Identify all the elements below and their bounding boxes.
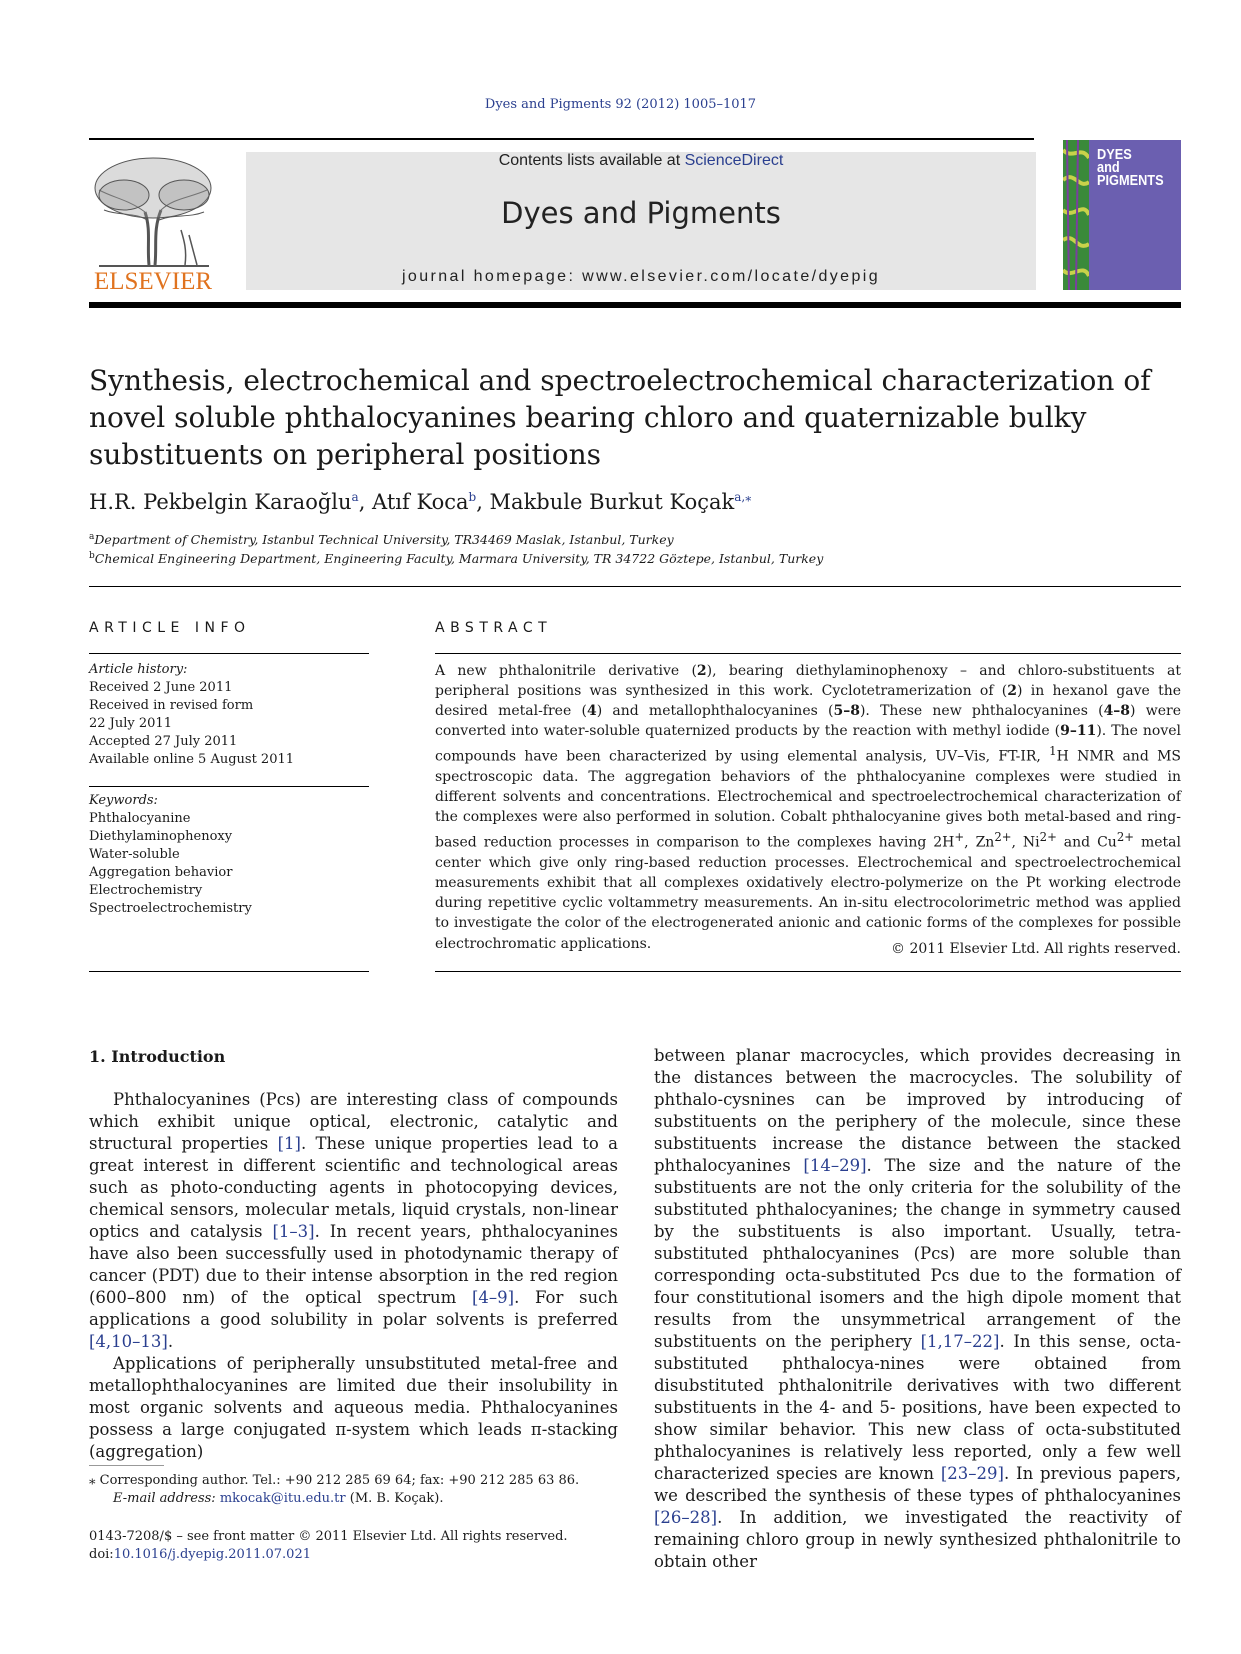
text-run: ), bearing diethylaminophenoxy – and chloro-substituents at peripheral positions was synthesized in this work. Cyclotetramerization of (	[435, 663, 1181, 700]
text-run: . The size and the nature of the substituents are not the only criteria for the solubility of the substituted phthalocyanines; the change in symmetry caused by the substituents is also important. Usually, tetra-substituted phthalocyanines (Pcs) are more soluble than corresponding octa-substituted Pcs due to the formation of four constitutional isomers and the high dipole moment that results from the unsymmetrical arrangement of the substituents on the periphery	[654, 1156, 1182, 1351]
keyword: Spectroelectrochemistry	[89, 901, 252, 916]
body-column-right	[654, 1045, 1181, 1573]
author-name[interactable]: H.R. Pekbelgin Karaoğlu	[89, 490, 352, 514]
author-name[interactable]: Atıf Koca	[372, 490, 469, 514]
compound-number: 9–11	[1060, 723, 1097, 740]
compound-number: 2	[696, 663, 707, 679]
front-matter: 0143-7208/$ – see front matter © 2011 Elsevier Ltd. All rights reserved. doi:10.1016/j.dyepig.2011.07.021	[89, 1529, 568, 1562]
author-affiliation-marker[interactable]: a,⁎	[734, 490, 752, 504]
header-thick-rule	[89, 302, 1181, 308]
text-run: . These unique properties lead to a great interest in different scientific and technological areas such as photo-conducting agents in photocopying devices, chemical sensors, molecular metals, liquid crystals, non-linear optics and catalysis	[89, 1134, 618, 1241]
article-info-label: ARTICLE INFO	[89, 620, 251, 636]
text-run: . In this sense, octa-substituted phthalocya-nines were obtained from disubstituted phthalonitrile derivatives with two different substituents in the 4- and 5- positions, have been expected to show similar behavior. This new class of octa-substituted phthalocyanines is relatively less reported, only a few well characterized species are known	[654, 1332, 1181, 1483]
text-run: ). The novel compounds have been characterized by using elemental analysis, UV–Vis, FT-IR,	[435, 723, 1181, 766]
text-run: . In previous papers, we described the synthesis of these types of phthalocyanines	[654, 1464, 1181, 1505]
text-run: Applications of peripherally unsubstituted metal-free and metallophthalocyanines are limited due their insolubility in most organic solvents and aqueous media. Phthalocyanines possess a large conjugated π-system which leads π-stacking (aggregation)	[89, 1354, 618, 1461]
section-rule	[89, 586, 1181, 587]
journal-citation[interactable]: Dyes and Pigments 92 (2012) 1005–1017	[484, 97, 757, 112]
body-paragraph	[89, 1353, 618, 1463]
header-rule	[89, 138, 1034, 140]
text-run: ) were converted into water-soluble quaternized products by the reaction with methyl iodide (	[435, 703, 1181, 740]
citation-link[interactable]: [1–3]	[272, 1222, 315, 1241]
keyword: Diethylaminophenoxy	[89, 829, 233, 844]
text-run: ) and metallophthalocyanines (	[596, 703, 834, 720]
compound-number: 4–8	[1103, 703, 1131, 720]
body-column-left	[89, 1089, 618, 1463]
journal-title: Dyes and Pigments	[501, 196, 781, 230]
keyword: Electrochemistry	[89, 883, 203, 898]
citation-link[interactable]: [14–29]	[803, 1156, 867, 1175]
citation-link[interactable]: [23–29]	[940, 1464, 1004, 1483]
superscript: 1	[1049, 744, 1057, 759]
body-paragraph	[89, 1089, 618, 1353]
citation-link[interactable]: [26–28]	[654, 1508, 718, 1527]
text-run: H NMR and MS spectroscopic data. The aggregation behaviors of the phthalocyanine complexes were studied in different solvents and concentrations. Electrochemical and spectroelectrochemical characterization of the complexes were also performed in solution. Cobalt phthalocyanine gives both metal-based and ring-based reduction processes in comparison to the complexes having 2H	[435, 749, 1181, 852]
section-rule	[435, 971, 1181, 972]
section-rule	[89, 971, 369, 972]
text-run: and Cu	[1056, 835, 1117, 852]
affiliation: $^b$Chemical Engineering Department, Engineering Faculty, Marmara University, TR 34722 Göztepe, Istanbul, Turkey	[89, 551, 824, 567]
citation-link[interactable]: [1]	[277, 1134, 301, 1153]
journal-masthead	[246, 152, 1036, 290]
article-history: Article history: Received 2 June 2011 Received in revised form 22 July 2011 Accepted 27 July 2011 Available online 5 August 2011	[89, 662, 295, 767]
compound-number: 2	[1007, 683, 1017, 700]
affiliation: $^a$Department of Chemistry, Istanbul Technical University, TR34469 Maslak, Istanbul, Turkey	[89, 532, 674, 548]
author-name[interactable]: Makbule Burkut Koçak	[489, 490, 735, 514]
superscript: +	[954, 830, 965, 845]
text-run: ). These new phthalocyanines (	[859, 703, 1104, 720]
abstract-label: ABSTRACT	[435, 620, 553, 636]
text-run: Phthalocyanines (Pcs) are interesting class of compounds which exhibit unique optical, electronic, catalytic and structural properties	[89, 1090, 618, 1153]
section-heading: 1. Introduction	[89, 1047, 226, 1066]
citation-link[interactable]: [4–9]	[471, 1288, 515, 1307]
keyword: Phthalocyanine	[89, 811, 191, 826]
abstract-copyright: © 2011 Elsevier Ltd. All rights reserved.	[891, 941, 1181, 957]
author-affiliation-marker[interactable]: b	[468, 490, 477, 504]
author-affiliation-marker[interactable]: a	[351, 490, 359, 504]
section-rule	[435, 653, 1181, 654]
text-run: . In recent years, phthalocyanines have also been successfully used in photodynamic therapy of cancer (PDT) due to their intense absorption in the red region (600–800 nm) of the optical spectrum	[89, 1222, 618, 1307]
citation-link[interactable]: [1,17–22]	[920, 1332, 1000, 1351]
sciencedirect-link[interactable]: ScienceDirect	[684, 152, 784, 169]
article-title: Synthesis, electrochemical and spectroelectrochemical characterization of novel soluble phthalocyanines bearing chloro and quaternizable bulky substituents on peripheral positions	[89, 364, 1151, 471]
text-run: metal center which give only ring-based reduction processes. Electrochemical and spectroelectrochemical measurements exhibit that all complexes oxidatively electro-polymerize on the Pt working electrode during repetitive cyclic voltammetry measurements. An in-situ electrocolorimetric method was applied to investigate the color of the electrogenerated anionic and cationic forms of the complexes for possible electrochromatic applications.	[435, 835, 1181, 952]
journal-homepage-link[interactable]: journal homepage: www.elsevier.com/locate/dyepig	[401, 268, 881, 285]
cover-title: DYES and PIGMENTS	[1097, 146, 1164, 189]
text-run: . For such applications a good solubility in polar solvents is preferred	[89, 1288, 618, 1329]
abstract-text	[435, 661, 1181, 954]
text-run: , Zn	[964, 835, 995, 852]
journal-cover-thumbnail[interactable]	[1063, 140, 1181, 290]
text-run: between planar macrocycles, which provides decreasing in the distances between the macrocycles. The solubility of phthalo-cysnines can be improved by introducing of substituents on the periphery of the molecule, since these substituents increase the distance between the stacked phthalocyanines	[654, 1046, 1181, 1175]
text-run: ) in hexanol gave the desired metal-free (	[435, 683, 1181, 720]
citation-link[interactable]: [4,10–13]	[89, 1332, 168, 1351]
corresponding-author-footnote: ⁎ Corresponding author. Tel.: +90 212 285 69 64; fax: +90 212 285 63 86. E-mail address: mkocak@itu.edu.tr (M. B. Koçak).	[89, 1473, 580, 1506]
superscript: 2+	[994, 830, 1012, 845]
cover-pattern-icon	[1063, 140, 1089, 290]
text-run: , Ni	[1011, 835, 1040, 852]
doi-link[interactable]: 10.1016/j.dyepig.2011.07.021	[113, 1547, 311, 1562]
author-email-link[interactable]: mkocak@itu.edu.tr	[219, 1491, 346, 1506]
elsevier-wordmark[interactable]: ELSEVIER	[93, 268, 213, 295]
superscript: 2+	[1116, 830, 1135, 845]
text-run: . In addition, we investigated the reactivity of remaining chloro group in newly synthesized phthalonitrile to obtain other	[654, 1508, 1181, 1571]
text-run: .	[167, 1332, 174, 1351]
keyword: Water-soluble	[89, 847, 180, 862]
superscript: 2+	[1039, 830, 1057, 845]
text-run: A new phthalonitrile derivative (	[435, 663, 697, 679]
section-rule	[89, 786, 369, 787]
compound-number: 5–8	[833, 703, 860, 720]
compound-number: 4	[586, 703, 597, 720]
keyword-list: Keywords: Phthalocyanine Diethylaminophenoxy Water-soluble Aggregation behavior Electrochemistry Spectroelectrochemistry	[89, 792, 369, 918]
author-list: H.R. Pekbelgin Karaoğlu$^a$, Atıf Koca$^b$, Makbule Burkut Koçak$^{a,⁎}$	[89, 490, 752, 514]
section-rule	[89, 653, 369, 654]
keyword: Aggregation behavior	[89, 865, 233, 880]
body-paragraph	[654, 1045, 1181, 1573]
contents-available-line: Contents lists available at ScienceDirect	[498, 152, 784, 169]
footnote-rule	[89, 1465, 164, 1466]
